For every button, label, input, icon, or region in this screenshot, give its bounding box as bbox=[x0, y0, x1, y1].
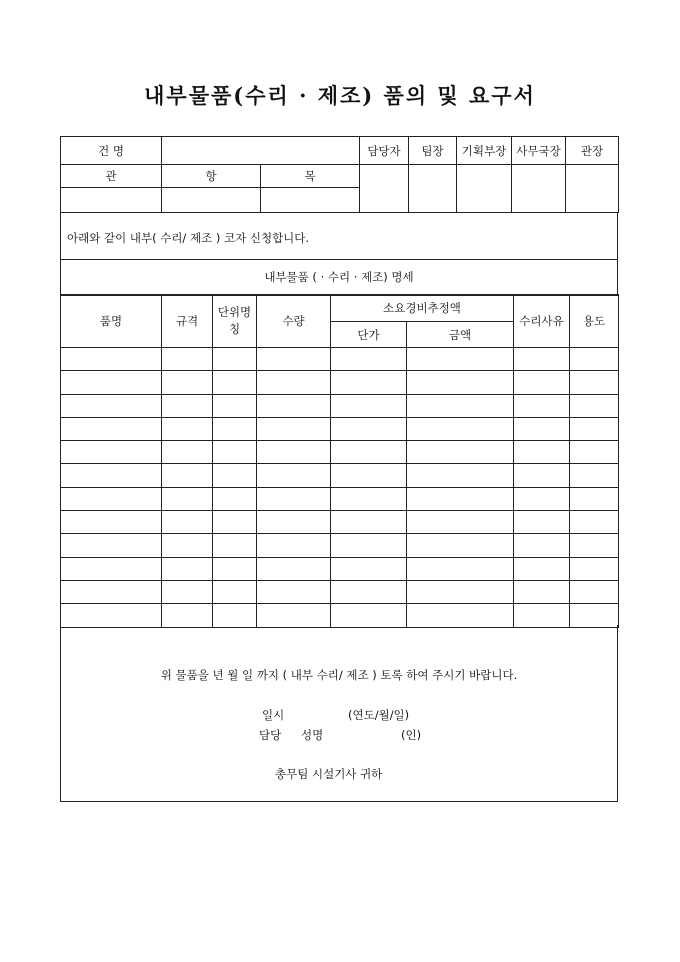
item-cell-usage[interactable] bbox=[570, 511, 619, 534]
table-row bbox=[61, 604, 619, 627]
item-cell-unit-price[interactable] bbox=[331, 511, 407, 534]
item-cell-unit-price[interactable] bbox=[331, 580, 407, 603]
date-format: (연도/월/일) bbox=[348, 708, 410, 722]
column-header-repair-reason: 수리사유 bbox=[514, 295, 570, 348]
approver-secretary-general: 사무국장 bbox=[512, 137, 566, 165]
item-cell-name[interactable] bbox=[61, 580, 162, 603]
item-cell-name[interactable] bbox=[61, 534, 162, 557]
approver-director: 관장 bbox=[566, 137, 619, 165]
item-cell-usage[interactable] bbox=[570, 464, 619, 487]
item-cell-repair-reason[interactable] bbox=[514, 557, 570, 580]
item-cell-amount[interactable] bbox=[407, 604, 514, 627]
item-cell-usage[interactable] bbox=[570, 534, 619, 557]
item-cell-name[interactable] bbox=[61, 371, 162, 394]
item-cell-quantity[interactable] bbox=[257, 604, 331, 627]
table-row bbox=[61, 580, 619, 603]
item-cell-repair-reason[interactable] bbox=[514, 580, 570, 603]
items-table bbox=[60, 294, 619, 628]
item-cell-name[interactable] bbox=[61, 464, 162, 487]
item-cell-amount[interactable] bbox=[407, 371, 514, 394]
table-row bbox=[61, 394, 619, 417]
item-cell-quantity[interactable] bbox=[257, 394, 331, 417]
approver-staff: 담당자 bbox=[360, 137, 409, 165]
item-cell-unit-price[interactable] bbox=[331, 557, 407, 580]
item-cell-repair-reason[interactable] bbox=[514, 464, 570, 487]
item-cell-unit-price[interactable] bbox=[331, 464, 407, 487]
item-cell-unit[interactable] bbox=[213, 371, 257, 394]
item-cell-unit-price[interactable] bbox=[331, 487, 407, 510]
item-cell-name[interactable] bbox=[61, 487, 162, 510]
request-statement: 아래와 같이 내부( 수리/ 제조 ) 코자 신청합니다. bbox=[67, 231, 310, 245]
item-cell-unit-price[interactable] bbox=[331, 417, 407, 440]
table-row bbox=[61, 441, 619, 464]
item-cell-quantity[interactable] bbox=[257, 534, 331, 557]
table-row bbox=[61, 348, 619, 371]
item-cell-unit[interactable] bbox=[213, 580, 257, 603]
column-header-quantity: 수량 bbox=[257, 295, 331, 348]
table-row bbox=[61, 487, 619, 510]
item-cell-unit[interactable] bbox=[213, 441, 257, 464]
item-cell-name[interactable] bbox=[61, 348, 162, 371]
item-cell-unit[interactable] bbox=[213, 394, 257, 417]
item-cell-amount[interactable] bbox=[407, 464, 514, 487]
item-cell-spec[interactable] bbox=[162, 534, 213, 557]
item-cell-spec[interactable] bbox=[162, 487, 213, 510]
table-row bbox=[61, 534, 619, 557]
item-cell-repair-reason[interactable] bbox=[514, 371, 570, 394]
item-cell-spec[interactable] bbox=[162, 394, 213, 417]
item-cell-name[interactable] bbox=[61, 604, 162, 627]
item-cell-repair-reason[interactable] bbox=[514, 394, 570, 417]
item-cell-name[interactable] bbox=[61, 511, 162, 534]
item-cell-amount[interactable] bbox=[407, 417, 514, 440]
footer-box bbox=[60, 625, 618, 802]
column-header-estimated-cost: 소요경비추정액 bbox=[331, 295, 514, 322]
item-cell-amount[interactable] bbox=[407, 348, 514, 371]
item-cell-usage[interactable] bbox=[570, 348, 619, 371]
mok-label: 목 bbox=[261, 165, 360, 188]
column-header-usage: 용도 bbox=[570, 295, 619, 348]
hang-label: 항 bbox=[162, 165, 261, 188]
item-cell-repair-reason[interactable] bbox=[514, 604, 570, 627]
item-cell-spec[interactable] bbox=[162, 511, 213, 534]
item-cell-quantity[interactable] bbox=[257, 441, 331, 464]
request-sentence: 위 물품을 년 월 일 까지 ( 내부 수리/ 제조 ) 토록 하여 주시기 바랍니다. bbox=[160, 668, 518, 682]
item-cell-repair-reason[interactable] bbox=[514, 441, 570, 464]
gwan-field[interactable] bbox=[61, 188, 162, 213]
item-cell-quantity[interactable] bbox=[257, 487, 331, 510]
item-cell-usage[interactable] bbox=[570, 441, 619, 464]
item-cell-unit[interactable] bbox=[213, 348, 257, 371]
item-cell-spec[interactable] bbox=[162, 557, 213, 580]
item-cell-amount[interactable] bbox=[407, 394, 514, 417]
item-cell-unit-price[interactable] bbox=[331, 534, 407, 557]
signature-box-director[interactable] bbox=[566, 165, 619, 213]
item-cell-usage[interactable] bbox=[570, 394, 619, 417]
item-cell-unit[interactable] bbox=[213, 534, 257, 557]
item-cell-name[interactable] bbox=[61, 557, 162, 580]
item-cell-unit[interactable] bbox=[213, 557, 257, 580]
item-cell-repair-reason[interactable] bbox=[514, 487, 570, 510]
item-cell-quantity[interactable] bbox=[257, 371, 331, 394]
seal-label: (인) bbox=[401, 728, 422, 742]
item-cell-unit[interactable] bbox=[213, 417, 257, 440]
table-row bbox=[61, 464, 619, 487]
hang-field[interactable] bbox=[162, 188, 261, 213]
column-header-unit-price: 단가 bbox=[331, 322, 407, 348]
item-cell-spec[interactable] bbox=[162, 464, 213, 487]
signature-box-secretary-general[interactable] bbox=[512, 165, 566, 213]
item-cell-amount[interactable] bbox=[407, 441, 514, 464]
column-header-amount: 금액 bbox=[407, 322, 514, 348]
table-row bbox=[61, 557, 619, 580]
signature-box-staff[interactable] bbox=[360, 165, 409, 213]
item-cell-spec[interactable] bbox=[162, 441, 213, 464]
item-cell-quantity[interactable] bbox=[257, 511, 331, 534]
item-cell-quantity[interactable] bbox=[257, 417, 331, 440]
item-cell-amount[interactable] bbox=[407, 511, 514, 534]
table-row bbox=[61, 511, 619, 534]
name-label: 성명 bbox=[301, 728, 324, 742]
item-cell-unit[interactable] bbox=[213, 511, 257, 534]
item-cell-repair-reason[interactable] bbox=[514, 511, 570, 534]
recipient: 총무팀 시설기사 귀하 bbox=[275, 767, 383, 781]
date-label: 일시 bbox=[262, 708, 285, 722]
item-cell-unit-price[interactable] bbox=[331, 348, 407, 371]
item-cell-repair-reason[interactable] bbox=[514, 417, 570, 440]
item-cell-name[interactable] bbox=[61, 394, 162, 417]
item-cell-spec[interactable] bbox=[162, 417, 213, 440]
item-cell-usage[interactable] bbox=[570, 557, 619, 580]
item-cell-quantity[interactable] bbox=[257, 348, 331, 371]
item-cell-spec[interactable] bbox=[162, 348, 213, 371]
column-header-unit: 단위명칭 bbox=[213, 295, 257, 348]
item-cell-unit-price[interactable] bbox=[331, 394, 407, 417]
item-cell-spec[interactable] bbox=[162, 604, 213, 627]
item-cell-usage[interactable] bbox=[570, 371, 619, 394]
item-cell-amount[interactable] bbox=[407, 487, 514, 510]
approver-planning-director: 기획부장 bbox=[457, 137, 512, 165]
request-statement-box bbox=[60, 213, 618, 260]
item-cell-unit[interactable] bbox=[213, 487, 257, 510]
mok-field[interactable] bbox=[261, 188, 360, 213]
item-cell-usage[interactable] bbox=[570, 487, 619, 510]
item-cell-unit[interactable] bbox=[213, 464, 257, 487]
item-cell-amount[interactable] bbox=[407, 557, 514, 580]
manager-label: 담당 bbox=[259, 728, 282, 742]
gwan-label: 관 bbox=[61, 165, 162, 188]
item-cell-repair-reason[interactable] bbox=[514, 348, 570, 371]
column-header-name: 품명 bbox=[61, 295, 162, 348]
item-cell-usage[interactable] bbox=[570, 417, 619, 440]
item-cell-unit-price[interactable] bbox=[331, 441, 407, 464]
item-cell-quantity[interactable] bbox=[257, 580, 331, 603]
item-cell-spec[interactable] bbox=[162, 580, 213, 603]
subject-field[interactable] bbox=[162, 137, 360, 165]
item-cell-unit-price[interactable] bbox=[331, 371, 407, 394]
table-row bbox=[61, 417, 619, 440]
item-cell-spec[interactable] bbox=[162, 371, 213, 394]
item-cell-usage[interactable] bbox=[570, 580, 619, 603]
approver-team-leader: 팀장 bbox=[409, 137, 457, 165]
item-cell-usage[interactable] bbox=[570, 604, 619, 627]
table-row bbox=[61, 371, 619, 394]
signature-box-planning-director[interactable] bbox=[457, 165, 512, 213]
signature-box-team-leader[interactable] bbox=[409, 165, 457, 213]
spec-section-title: 내부물품 ( · 수리 · 제조) 명세 bbox=[60, 259, 618, 296]
approval-table bbox=[60, 136, 619, 213]
document-title: 내부물품(수리 · 제조) 품의 및 요구서 bbox=[144, 83, 536, 108]
item-cell-quantity[interactable] bbox=[257, 557, 331, 580]
item-cell-unit[interactable] bbox=[213, 604, 257, 627]
subject-label: 건 명 bbox=[61, 137, 162, 165]
item-cell-amount[interactable] bbox=[407, 534, 514, 557]
column-header-spec: 규격 bbox=[162, 295, 213, 348]
item-cell-name[interactable] bbox=[61, 441, 162, 464]
item-rows bbox=[61, 348, 619, 628]
item-cell-unit-price[interactable] bbox=[331, 604, 407, 627]
item-cell-name[interactable] bbox=[61, 417, 162, 440]
item-cell-repair-reason[interactable] bbox=[514, 534, 570, 557]
item-cell-amount[interactable] bbox=[407, 580, 514, 603]
item-cell-quantity[interactable] bbox=[257, 464, 331, 487]
